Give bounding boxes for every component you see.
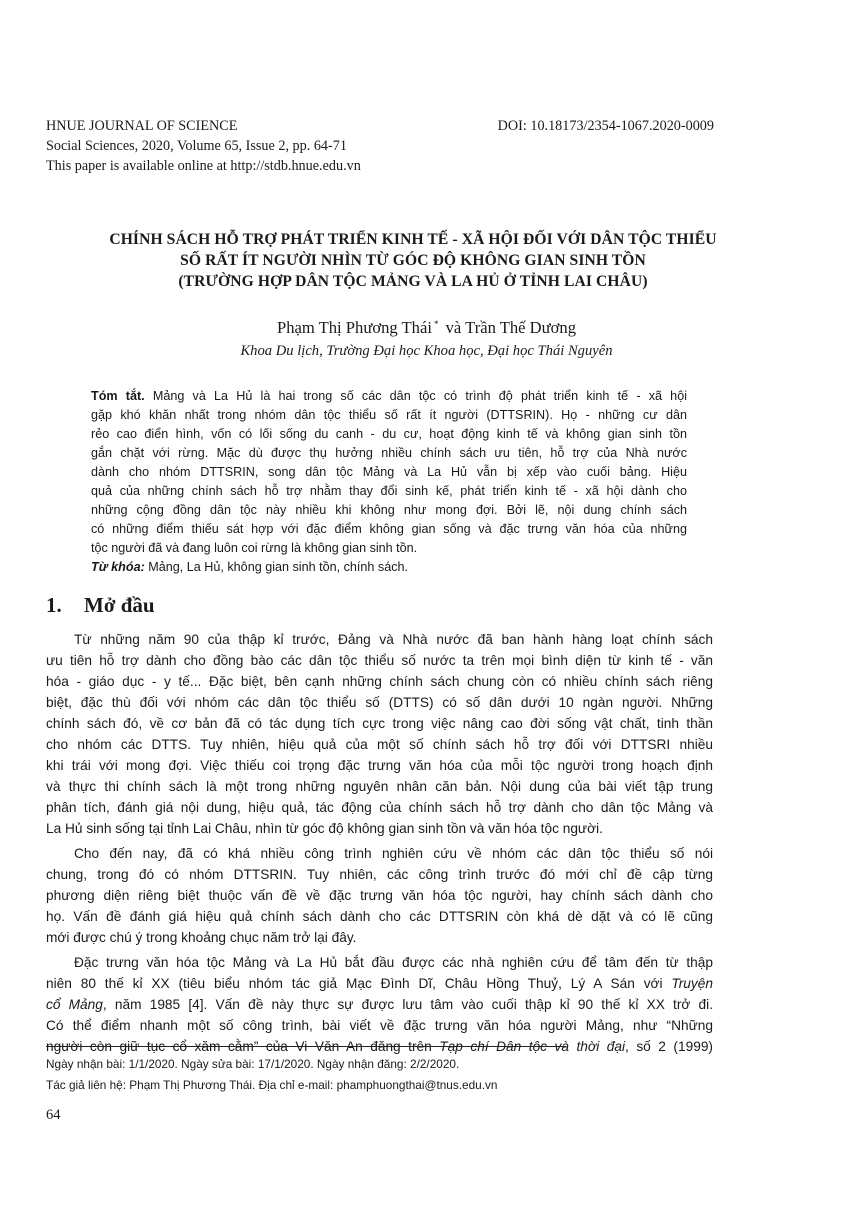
text-line: Từ những năm 90 của thập kỉ trước, Đảng và Nhà nước đã ban hành hàng loạt chính sách — [74, 632, 713, 647]
keywords-label: Từ khóa: — [91, 560, 145, 574]
text-run: niên 80 thế kỉ XX (tiêu biểu nhóm tác giả Mạc Đình Dĩ, Châu Hồng Thuỷ, Lý A Sán với — [46, 976, 672, 991]
text-line: Đặc trưng văn hóa tộc Mảng và La Hủ bắt đầu được các nhà nghiên cứu để tâm đến từ thập — [74, 955, 713, 970]
text-line: phương diện riêng biệt thuộc vấn đề về đặc trưng văn hóa tộc người, hay chính sách dành cho — [46, 888, 713, 903]
author-2: Trần Thế Dương — [465, 318, 577, 337]
text-line — [46, 973, 713, 994]
italic-title: Truyện — [671, 976, 713, 991]
section-number: 1. — [46, 593, 62, 617]
text-line: hóa - giáo dục - y tế... Đặc biệt, bên cạnh những chính sách chung còn có nhiều chính sách riêng — [46, 674, 713, 689]
text-line: chính sách đó, về cơ bản đã có tác dụng tích cực trong việc nâng cao đời sống vật chất, tinh thần — [46, 716, 713, 731]
abstract-line: gặp khó khăn nhất trong nhóm dân tộc thiểu số rất ít người (DTTSRIN). Họ - những cư dân — [91, 408, 687, 422]
page-number: 64 — [46, 1107, 61, 1123]
title-line-2: SỐ RẤT ÍT NGƯỜI NHÌN TỪ GÓC ĐỘ KHÔNG GIAN SINH TỒN — [180, 252, 646, 269]
journal-name: HNUE JOURNAL OF SCIENCE — [46, 118, 238, 134]
abstract-line: những cộng đồng dân tộc này nhiều khi không như mong đợi. Bởi lẽ, nội dung chính sách — [91, 503, 687, 517]
abstract-line: rẻo cao điển hình, vốn có lối sống du canh - du cư, hoạt động kinh tế và không gian sinh tồn — [91, 427, 687, 441]
text-line: khi trái với mong đợi. Việc thiếu coi trọng đặc trưng văn hóa của mỗi tộc người trong hoạch định — [46, 758, 713, 773]
author-1: Phạm Thị Phương Thái — [276, 318, 432, 337]
paragraph-2 — [46, 843, 713, 948]
title-line-1: CHÍNH SÁCH HỖ TRỢ PHÁT TRIỂN KINH TẾ - XÃ HỘI ĐỐI VỚI DÂN TỘC THIỂU — [109, 231, 717, 248]
paragraph-3 — [46, 952, 713, 1057]
text-line: cho nhóm các DTTS. Tuy nhiên, hiệu quả của một số chính sách hỗ trợ đối với DTTSRI nhiều — [46, 737, 713, 752]
abstract-line: tộc người đã và đang luôn coi rừng là không gian sinh tồn. — [91, 541, 418, 555]
author-conjunction: và — [445, 318, 462, 337]
abstract-line: quả của những chính sách hỗ trợ nhằm thay đổi sinh kế, phát triển kinh tế - xã hội dành cho — [91, 484, 687, 498]
abstract-label: Tóm tắt. — [91, 389, 145, 403]
section-heading — [46, 593, 155, 618]
paper-title — [40, 229, 786, 292]
text-run: , năm 1985 [4]. Vấn đề này thực sự được lưu tâm vào cuối thập kỉ 90 thế kỉ XX trở đi. — [102, 997, 714, 1012]
doi: DOI: 10.18173/2354-1067.2020-0009 — [497, 118, 714, 134]
text-line — [46, 994, 713, 1015]
text-line: Có thể điểm nhanh một số công trình, bài viết về đặc trưng văn hóa người Mảng, như “Những — [46, 1018, 713, 1033]
keywords-text: Mảng, La Hủ, không gian sinh tồn, chính sách. — [144, 560, 409, 574]
footnote-divider — [46, 1046, 566, 1047]
footnote-contact: Tác giả liên hệ: Phạm Thị Phương Thái. Địa chỉ e-mail: phamphuongthai@tnus.edu.vn — [46, 1078, 498, 1092]
footnote-dates: Ngày nhận bài: 1/1/2020. Ngày sửa bài: 17/1/2020. Ngày nhận đăng: 2/2/2020. — [46, 1057, 460, 1071]
keywords — [91, 558, 687, 577]
issue-info: Social Sciences, 2020, Volume 65, Issue 2, pp. 64-71 — [46, 138, 347, 154]
authors — [0, 318, 853, 338]
text-line: và thực thi chính sách là một trong những nguyên nhân căn bản. Nội dung của bài viết tập trung — [46, 779, 713, 794]
online-availability: This paper is available online at http://stdb.hnue.edu.vn — [46, 158, 361, 174]
section-title: Mở đầu — [84, 593, 155, 617]
text-line: họ. Vấn đề đánh giá hiệu quả chính sách dành cho các DTTSRIN còn khá dè dặt và có lẽ cũng — [46, 909, 713, 924]
text-run: , số 2 (1999) — [625, 1039, 713, 1054]
text-line: biệt, đặc thù đối với nhóm các dân tộc thiểu số (DTTS) có số dân dưới 10 ngàn người. Những — [46, 695, 713, 710]
text-line: phân tích, đánh giá nội dung, hiệu quả, tác động của chính sách hỗ trợ dành cho dân tộc Mảng và — [46, 800, 713, 815]
title-line-3: (TRƯỜNG HỢP DÂN TỘC MẢNG VÀ LA HỦ Ở TỈNH LAI CHÂU) — [178, 273, 648, 290]
footnotes — [46, 1054, 497, 1096]
abstract-line: Mảng và La Hủ là hai trong số các dân tộc có trình độ phát triển kinh tế - xã hội — [144, 389, 687, 403]
italic-title: cổ Mảng — [46, 997, 103, 1012]
abstract-line: gắn chặt với rừng. Mặc dù được thụ hưởng nhiều chính sách ưu tiên, hỗ trợ của Nhà nước — [91, 446, 687, 460]
text-line: ưu tiên hỗ trợ dành cho đồng bào các dân tộc thiểu số nước ta trên mọi bình diện từ kinh tế - văn — [46, 653, 713, 668]
abstract — [91, 387, 687, 577]
journal-header — [46, 116, 714, 176]
abstract-line: có những điểm thiếu sát hợp với đặc điểm không gian sống và đặc trưng văn hóa của những — [91, 522, 687, 536]
paragraph-1 — [46, 629, 713, 839]
text-line: mới được chú ý trong khoảng chục năm trở lại đây. — [46, 930, 357, 945]
affiliation: Khoa Du lịch, Trường Đại học Khoa học, Đại học Thái Nguyên — [240, 343, 613, 359]
text-line: chung, trong đó có nhóm DTTSRIN. Tuy nhiên, các công trình trước đó mới chỉ đề cập từng — [46, 867, 713, 882]
abstract-line: dành cho nhóm DTTSRIN, song dân tộc Mảng và La Hủ vẫn bị xếp vào cuối bảng. Hiệu — [91, 465, 687, 479]
journal-title: Tạp chí Dân tộc và thời đại — [439, 1039, 626, 1054]
text-line: Cho đến nay, đã có khá nhiều công trình nghiên cứu về nhóm các dân tộc thiểu số nói — [74, 846, 713, 861]
text-run: người còn giữ tục cổ xăm cằm” của Vi Văn An đăng trên — [46, 1039, 440, 1054]
text-line: La Hủ sinh sống tại tỉnh Lai Châu, nhìn từ góc độ không gian sinh tồn và văn hóa tộc người. — [46, 821, 603, 836]
corresponding-marker: * — [433, 319, 439, 329]
body-text — [46, 629, 713, 1061]
